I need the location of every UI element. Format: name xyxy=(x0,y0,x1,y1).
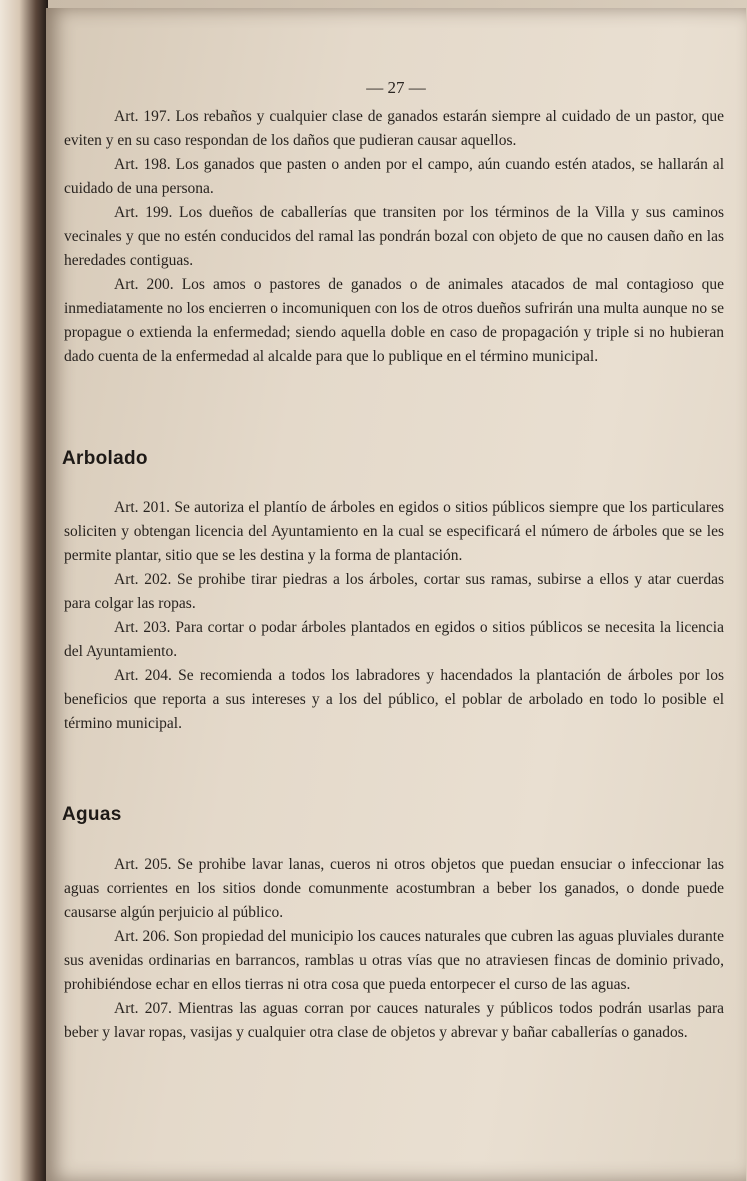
article-text: Los amos o pastores de ganados o de animales atacados de mal contagioso que inmediatamente no los encierren o incomuniquen con los de otros dueños sufrirán una multa aunque no se propague o extienda la enfermedad; siendo aquella doble en caso de propagación y triple si no hubieran dado cuenta de la enfermedad al alcalde para que lo publique en el término municipal. xyxy=(64,276,725,365)
article-number: Art. 198. xyxy=(114,156,171,173)
book-spine xyxy=(0,0,48,1181)
article-200 xyxy=(64,273,724,369)
article-201 xyxy=(64,496,724,568)
article-number: Art. 200. xyxy=(114,276,174,293)
article-207 xyxy=(64,997,724,1045)
article-206 xyxy=(64,925,724,997)
article-203 xyxy=(64,616,724,664)
article-number: Art. 197. xyxy=(114,108,171,125)
article-number: Art. 207. xyxy=(114,1000,172,1017)
section-aguas xyxy=(64,853,724,1045)
article-198 xyxy=(64,153,724,201)
page-number: — 27 — xyxy=(366,78,426,97)
article-205 xyxy=(64,853,724,925)
article-199 xyxy=(64,201,724,273)
section-heading-arbolado: Arbolado xyxy=(62,448,148,469)
article-text: Mientras las aguas corran por cauces naturales y públicos todos podrán usarlas para beber y lavar ropas, vasijas y cualquier otra clase de objetos y abrevar y bañar caballerías o ganados. xyxy=(64,1000,724,1041)
article-number: Art. 204. xyxy=(114,667,172,684)
article-number: Art. 201. xyxy=(114,499,170,516)
article-text: Para cortar o podar árboles plantados en egidos o sitios públicos se necesita la licencia del Ayuntamiento. xyxy=(64,619,724,660)
article-text: Se recomienda a todos los labradores y hacendados la plantación de árboles por los beneficios que reporta a sus intereses y a los del público, el poblar de arbolado en todo lo posible el término municipal. xyxy=(64,667,724,732)
article-number: Art. 203. xyxy=(114,619,171,636)
section-heading-aguas: Aguas xyxy=(62,804,122,825)
article-text: Los rebaños y cualquier clase de ganados estarán siempre al cuidado de un pastor, que eviten y en su caso respondan de los daños que pudieran causar aquellos. xyxy=(64,108,724,149)
article-197 xyxy=(64,105,724,153)
section-ganados xyxy=(64,105,724,369)
article-number: Art. 199. xyxy=(114,204,173,221)
article-number: Art. 206. xyxy=(114,928,170,945)
article-number: Art. 205. xyxy=(114,856,172,873)
article-text: Se prohibe lavar lanas, cueros ni otros objetos que puedan ensuciar o infeccionar las aguas corrientes en los sitios donde comunmente acostumbran a beber los ganados, o donde puede causarse algún perjuicio al público. xyxy=(64,856,724,921)
section-arbolado xyxy=(64,496,724,736)
article-text: Los dueños de caballerías que transiten por los términos de la Villa y sus caminos vecinales y que no estén conducidos del ramal las pondrán bozal con objeto de que no causen daño en las heredades contiguas. xyxy=(64,204,724,269)
article-202 xyxy=(64,568,724,616)
article-text: Se prohibe tirar piedras a los árboles, cortar sus ramas, subirse a ellos y atar cuerdas para colgar las ropas. xyxy=(64,571,724,612)
article-text: Los ganados que pasten o anden por el campo, aún cuando estén atados, se hallarán al cuidado de una persona. xyxy=(64,156,724,197)
article-number: Art. 202. xyxy=(114,571,172,588)
book-page xyxy=(46,8,746,1181)
article-204 xyxy=(64,664,724,736)
article-text: Son propiedad del municipio los cauces naturales que cubren las aguas pluviales durante sus avenidas ordinarias en barrancos, ramblas u otras vías que no atraviesen fincas de dominio privado, prohibiéndose echar en ellos tierras ni otra cosa que pueda entorpecer el curso de las aguas. xyxy=(64,928,724,993)
article-text: Se autoriza el plantío de árboles en egidos o sitios públicos siempre que los particulares soliciten y obtengan licencia del Ayuntamiento en la cual se especificará el número de árboles que se les permite plantar, sitio que se les destina y la forma de plantación. xyxy=(64,499,724,564)
